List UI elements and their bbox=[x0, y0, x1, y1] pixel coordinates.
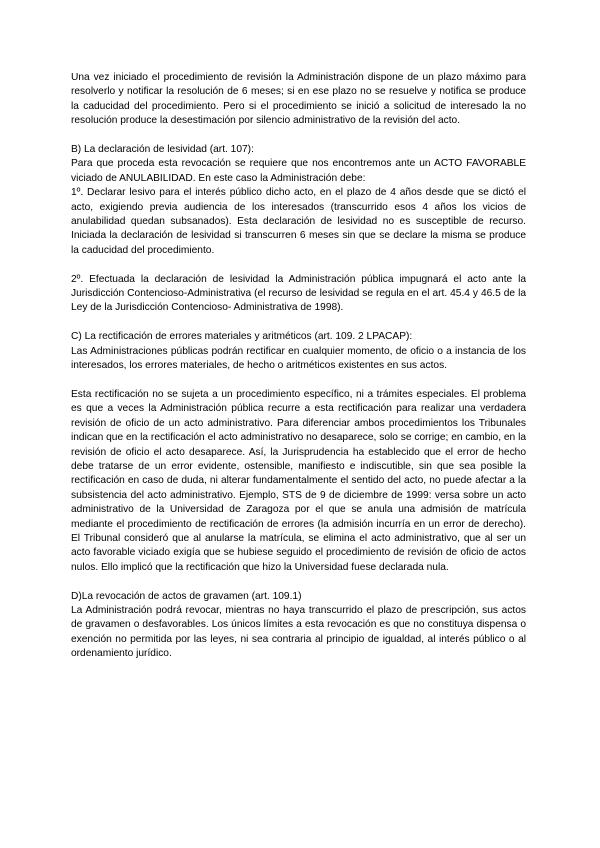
paragraph-spacer bbox=[71, 373, 526, 387]
section-d-body: La Administración podrá revocar, mientras no haya transcurrido el plazo de prescripción, sus actos de gravamen o desfavorables. Los únicos límites a esta revocación es que no constituya dispensa o exención no permitida por las leyes, ni sea contraria al principio de igualdad, al interés público o al ordenamiento jurídico. bbox=[71, 604, 526, 660]
section-c-intro: Las Administraciones públicas podrán rectificar en cualquier momento, de oficio o a instancia de los interesados, los errores materiales, de hecho o aritméticos existentes en sus actos. bbox=[71, 345, 526, 372]
paragraph-revision-plazo: Una vez iniciado el procedimiento de revisión la Administración dispone de un plazo máximo para resolverlo y notificar la resolución de 6 meses; si en ese plazo no se resuelve y notifica se produce la caducidad del procedimiento. Pero si el procedimiento se inició a solicitud de interesado la no resolución produce la desestimación por silencio administrativo de la revisión del acto. bbox=[71, 72, 526, 127]
section-b-item-1: 1º. Declarar lesivo para el interés público dicho acto, en el plazo de 4 años desde que se dictó el acto, exigiendo previa audiencia de los interesados (transcurrido esos 4 años los vicios de anulabilidad quedan subsanados). Esta declaración de lesividad no es susceptible de recurso. Iniciada la declaración de lesividad si transcurren 6 meses sin que se declare la misma se produce la caducidad del procedimiento. bbox=[71, 187, 526, 256]
document-body bbox=[71, 71, 526, 662]
paragraph-spacer bbox=[71, 575, 526, 589]
section-c-heading: C) La rectificación de errores materiales y aritméticos (art. 109. 2 LPACAP): bbox=[71, 331, 413, 343]
section-d-heading: D)La revocación de actos de gravamen (art. 109.1) bbox=[71, 590, 302, 602]
section-c-body: Esta rectificación no se sujeta a un procedimiento específico, ni a trámites especiales. El problema es que a veces la Administración pública recurre a esta rectificación para realizar una verdadera revisión de oficio de un acto administrativo. Para diferenciar ambos procedimientos los Tribunales indican que en la rectificación el acto administrativo no desaparece, solo se corrige; en cambio, en la revisión de oficio el acto desaparece. Así, la Jurisprudencia ha establecido que el error de hecho debe tratarse de un error evidente, ostensible, manifiesto e indiscutible, sin que sea posible la rectificación en caso de duda, ni alterar fundamentalmente el sentido del acto, no puede afectar a la subsistencia del acto administrativo. Ejemplo, STS de 9 de diciembre de 1999: versa sobre un acto administrativo de la Universidad de Zaragoza por el que se anula una admisión de matrícula mediante el procedimiento de rectificación de errores (la admisión incurría en un error de derecho). El Tribunal consideró que al anularse la matrícula, se elimina el acto administrativo, que al ser un acto favorable viciado exigía que se hubiese seguido el procedimiento de revisión de oficio de actos nulos. Ello implicó que la rectificación que hizo la Universidad fuese declarada nula. bbox=[71, 388, 526, 573]
paragraph-spacer bbox=[71, 258, 526, 272]
section-b-intro: Para que proceda esta revocación se requiere que nos encontremos ante un ACTO FAVORABLE viciado de ANULABILIDAD. En este caso la Administración debe: bbox=[71, 158, 526, 184]
paragraph-spacer bbox=[71, 129, 526, 143]
paragraph-spacer bbox=[71, 316, 526, 330]
section-b-item-2: 2º. Efectuada la declaración de lesividad la Administración pública impugnará el acto ante la Jurisdicción Contencioso-Administrativa (el recurso de lesividad se regula en el art. 45.4 y 46.5 de la Ley de la Jurisdicción Contencioso- Administrativa de 1998). bbox=[71, 273, 526, 314]
section-b-heading: B) La declaración de lesividad (art. 107): bbox=[71, 144, 254, 156]
